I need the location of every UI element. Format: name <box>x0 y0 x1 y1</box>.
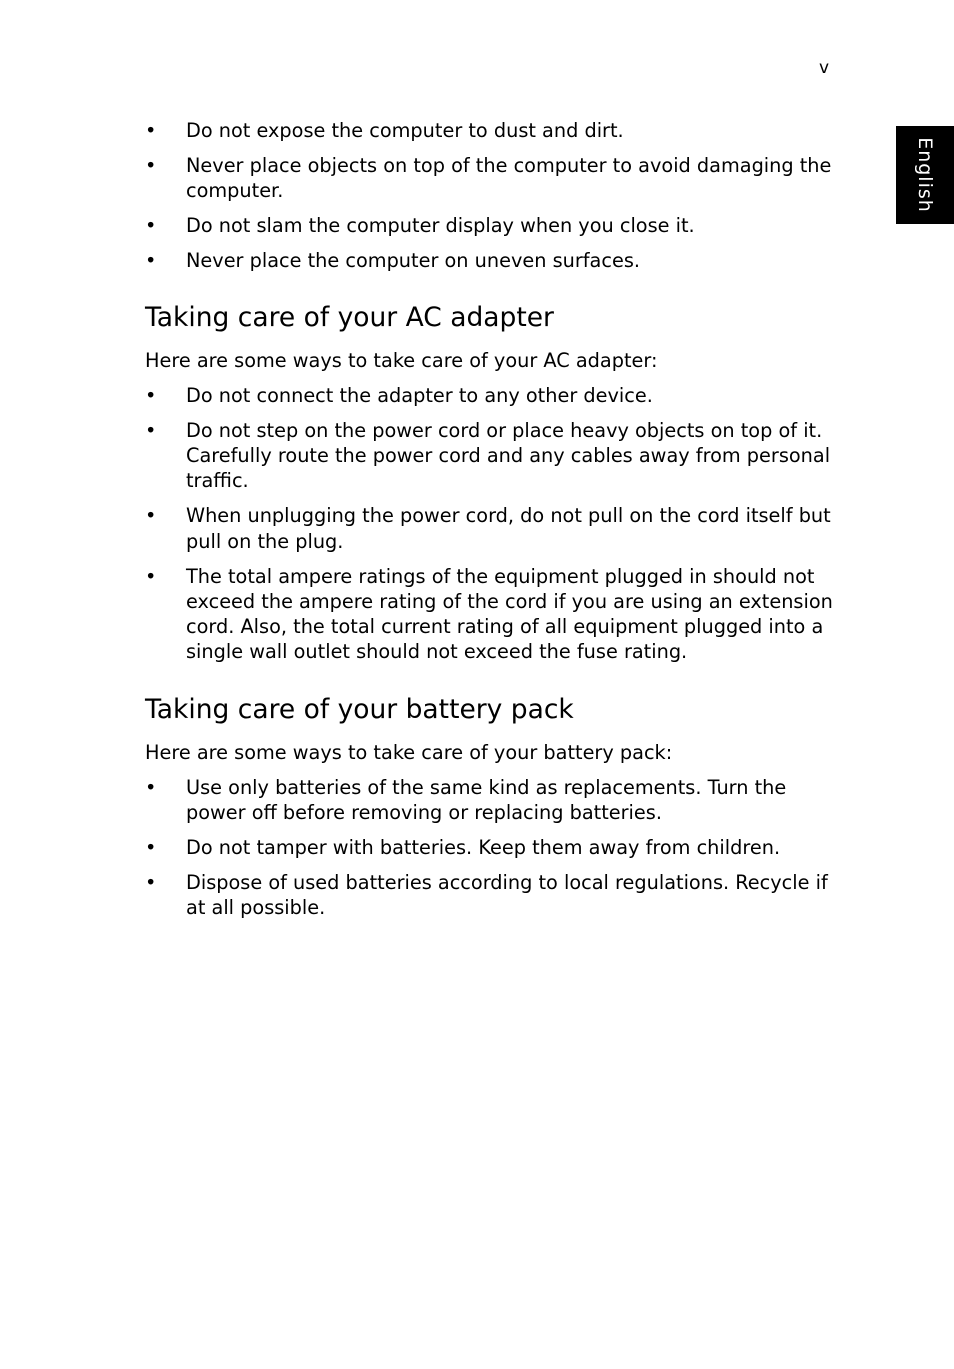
section-intro-ac-adapter: Here are some ways to take care of your AC adapter: <box>145 349 658 372</box>
section-intro-battery-pack: Here are some ways to take care of your battery pack: <box>145 741 673 764</box>
list-item-text: Do not step on the power cord or place heavy objects on top of it. Carefully route the power cord and any cables away from personal traffic. <box>186 418 831 493</box>
list-item-text: Never place the computer on uneven surfaces. <box>186 248 641 272</box>
section-heading-ac-adapter: Taking care of your AC adapter <box>145 302 554 333</box>
language-tab <box>896 126 954 224</box>
bullet-icon: • <box>145 836 157 860</box>
list-item <box>145 564 845 665</box>
bullet-icon: • <box>145 214 157 238</box>
language-tab-label: English <box>914 137 936 213</box>
bullet-icon: • <box>145 384 157 407</box>
ac-adapter-bullet-list <box>145 383 845 674</box>
list-item <box>145 248 845 273</box>
list-item-text: Do not tamper with batteries. Keep them away from children. <box>186 836 781 860</box>
page-number: v <box>819 58 830 78</box>
list-item-text: Do not expose the computer to dust and dirt. <box>186 119 624 142</box>
bullet-icon: • <box>145 119 157 142</box>
battery-pack-bullet-list <box>145 775 845 930</box>
care-bullet-list <box>145 118 845 283</box>
list-item-text: Do not connect the adapter to any other device. <box>186 384 653 407</box>
list-item-text: Use only batteries of the same kind as replacements. Turn the power off before removing or replacing batteries. <box>186 776 787 825</box>
list-item-text: Dispose of used batteries according to local regulations. Recycle if at all possible. <box>186 871 828 920</box>
list-item-text: When unplugging the power cord, do not pull on the cord itself but pull on the plug. <box>186 504 831 553</box>
list-item <box>145 870 845 921</box>
section-heading-battery-pack: Taking care of your battery pack <box>145 694 574 725</box>
list-item <box>145 835 845 860</box>
bullet-icon: • <box>145 153 157 177</box>
bullet-icon: • <box>145 776 157 799</box>
list-item-text: The total ampere ratings of the equipment plugged in should not exceed the ampere rating of the cord if you are using an extension cord. Also, the total current rating of all equipment plugged into a single wall outlet should not exceed the fuse rating. <box>186 564 833 664</box>
list-item-text: Do not slam the computer display when you close it. <box>186 214 695 238</box>
bullet-icon: • <box>145 418 157 442</box>
list-item <box>145 118 845 143</box>
list-item <box>145 383 845 408</box>
bullet-icon: • <box>145 504 157 528</box>
bullet-icon: • <box>145 564 157 588</box>
bullet-icon: • <box>145 871 157 895</box>
list-item <box>145 503 845 554</box>
list-item <box>145 213 845 238</box>
list-item <box>145 418 845 494</box>
list-item <box>145 775 845 826</box>
list-item-text: Never place objects on top of the computer to avoid damaging the computer. <box>186 153 832 203</box>
list-item <box>145 153 845 204</box>
bullet-icon: • <box>145 248 157 272</box>
